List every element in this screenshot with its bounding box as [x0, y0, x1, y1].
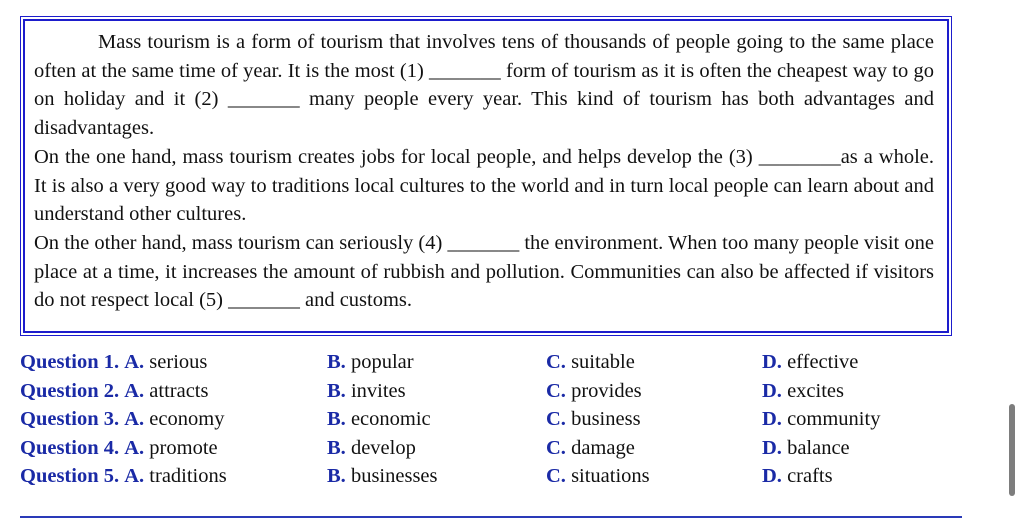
option-2b[interactable] [327, 377, 406, 406]
option-text: situations [571, 465, 650, 488]
option-3d[interactable] [762, 405, 880, 434]
option-text: serious [149, 351, 208, 373]
option-letter: A. [124, 436, 145, 459]
option-text: invites [350, 379, 406, 402]
question-row-3 [20, 405, 960, 434]
option-4a[interactable] [20, 434, 218, 463]
option-text: suitable [571, 351, 635, 373]
option-text: community [787, 408, 881, 431]
option-text: balance [787, 436, 850, 459]
option-letter: D. [762, 436, 782, 459]
question-label: Question 3. [20, 408, 120, 431]
question-label: Question 2. [20, 379, 120, 402]
passage-box [20, 16, 952, 336]
passage-paragraph-3: On the other hand, mass tourism can seriously (4) _______ the environment. When too many people visit one place at a time, it increases the amount of rubbish and pollution. Communities can also be affected if visitors do not respect local (5) _______ and customs. [34, 231, 934, 312]
option-5d[interactable] [762, 462, 833, 491]
question-label: Question 4. [20, 436, 120, 459]
option-text: effective [787, 351, 859, 373]
question-row-4 [20, 434, 960, 463]
option-text: economic [350, 408, 431, 431]
option-letter: A. [124, 379, 145, 402]
option-letter: C. [546, 436, 566, 459]
option-4b[interactable] [327, 434, 416, 463]
option-text: promote [149, 436, 218, 459]
option-letter: B. [327, 379, 346, 402]
question-list [20, 348, 960, 491]
option-letter: B. [327, 408, 346, 431]
option-text: crafts [787, 465, 833, 488]
option-1d[interactable] [762, 348, 858, 377]
option-2a[interactable] [20, 377, 209, 406]
option-letter: D. [762, 351, 782, 373]
option-letter: A. [124, 351, 145, 373]
option-text: provides [571, 379, 642, 402]
option-3c[interactable] [546, 405, 641, 434]
question-row-5 [20, 462, 960, 491]
option-2d[interactable] [762, 377, 844, 406]
option-text: businesses [350, 465, 438, 488]
option-4d[interactable] [762, 434, 850, 463]
option-1c[interactable] [546, 348, 635, 377]
option-3b[interactable] [327, 405, 431, 434]
passage-paragraph-1: Mass tourism is a form of tourism that involves tens of thousands of people going to the same place often at the same time of year. It is the most (1) _______ form of tourism as it is often the cheapest way to go on holiday and it (2) _______ many people every year. This kind of tourism has both advantages and disadvantages. [34, 31, 934, 140]
option-letter: A. [124, 408, 145, 431]
option-1b[interactable] [327, 348, 414, 377]
option-text: excites [787, 379, 844, 402]
option-text: develop [350, 436, 416, 459]
option-letter: C. [546, 465, 566, 488]
option-5a[interactable] [20, 462, 227, 491]
option-letter: D. [762, 408, 782, 431]
option-text: attracts [149, 379, 209, 402]
option-letter: B. [327, 465, 346, 488]
bottom-divider [20, 516, 962, 518]
option-letter: C. [546, 351, 566, 373]
option-1a[interactable] [20, 348, 207, 377]
option-letter: D. [762, 465, 782, 488]
option-letter: B. [327, 436, 346, 459]
question-row-2 [20, 377, 960, 406]
question-label: Question 5. [20, 465, 120, 488]
option-letter: C. [546, 408, 566, 431]
option-letter: D. [762, 379, 782, 402]
option-2c[interactable] [546, 377, 642, 406]
option-text: popular [350, 351, 414, 373]
option-text: business [571, 408, 641, 431]
option-3a[interactable] [20, 405, 224, 434]
option-text: traditions [149, 465, 227, 488]
option-text: economy [149, 408, 225, 431]
option-letter: C. [546, 379, 566, 402]
option-4c[interactable] [546, 434, 635, 463]
option-text: damage [571, 436, 635, 459]
option-letter: B. [327, 351, 346, 373]
option-5c[interactable] [546, 462, 650, 491]
passage-paragraph-2: On the one hand, mass tourism creates jobs for local people, and helps develop the (3) ________as a whole. It is also a very good way to traditions local cultures to the world and in turn local people can learn about and understand other cultures. [34, 145, 934, 226]
option-5b[interactable] [327, 462, 438, 491]
option-letter: A. [124, 465, 145, 488]
vertical-scrollbar[interactable] [1009, 404, 1015, 496]
question-row-1 [20, 348, 960, 377]
question-label: Question 1. [20, 351, 120, 373]
